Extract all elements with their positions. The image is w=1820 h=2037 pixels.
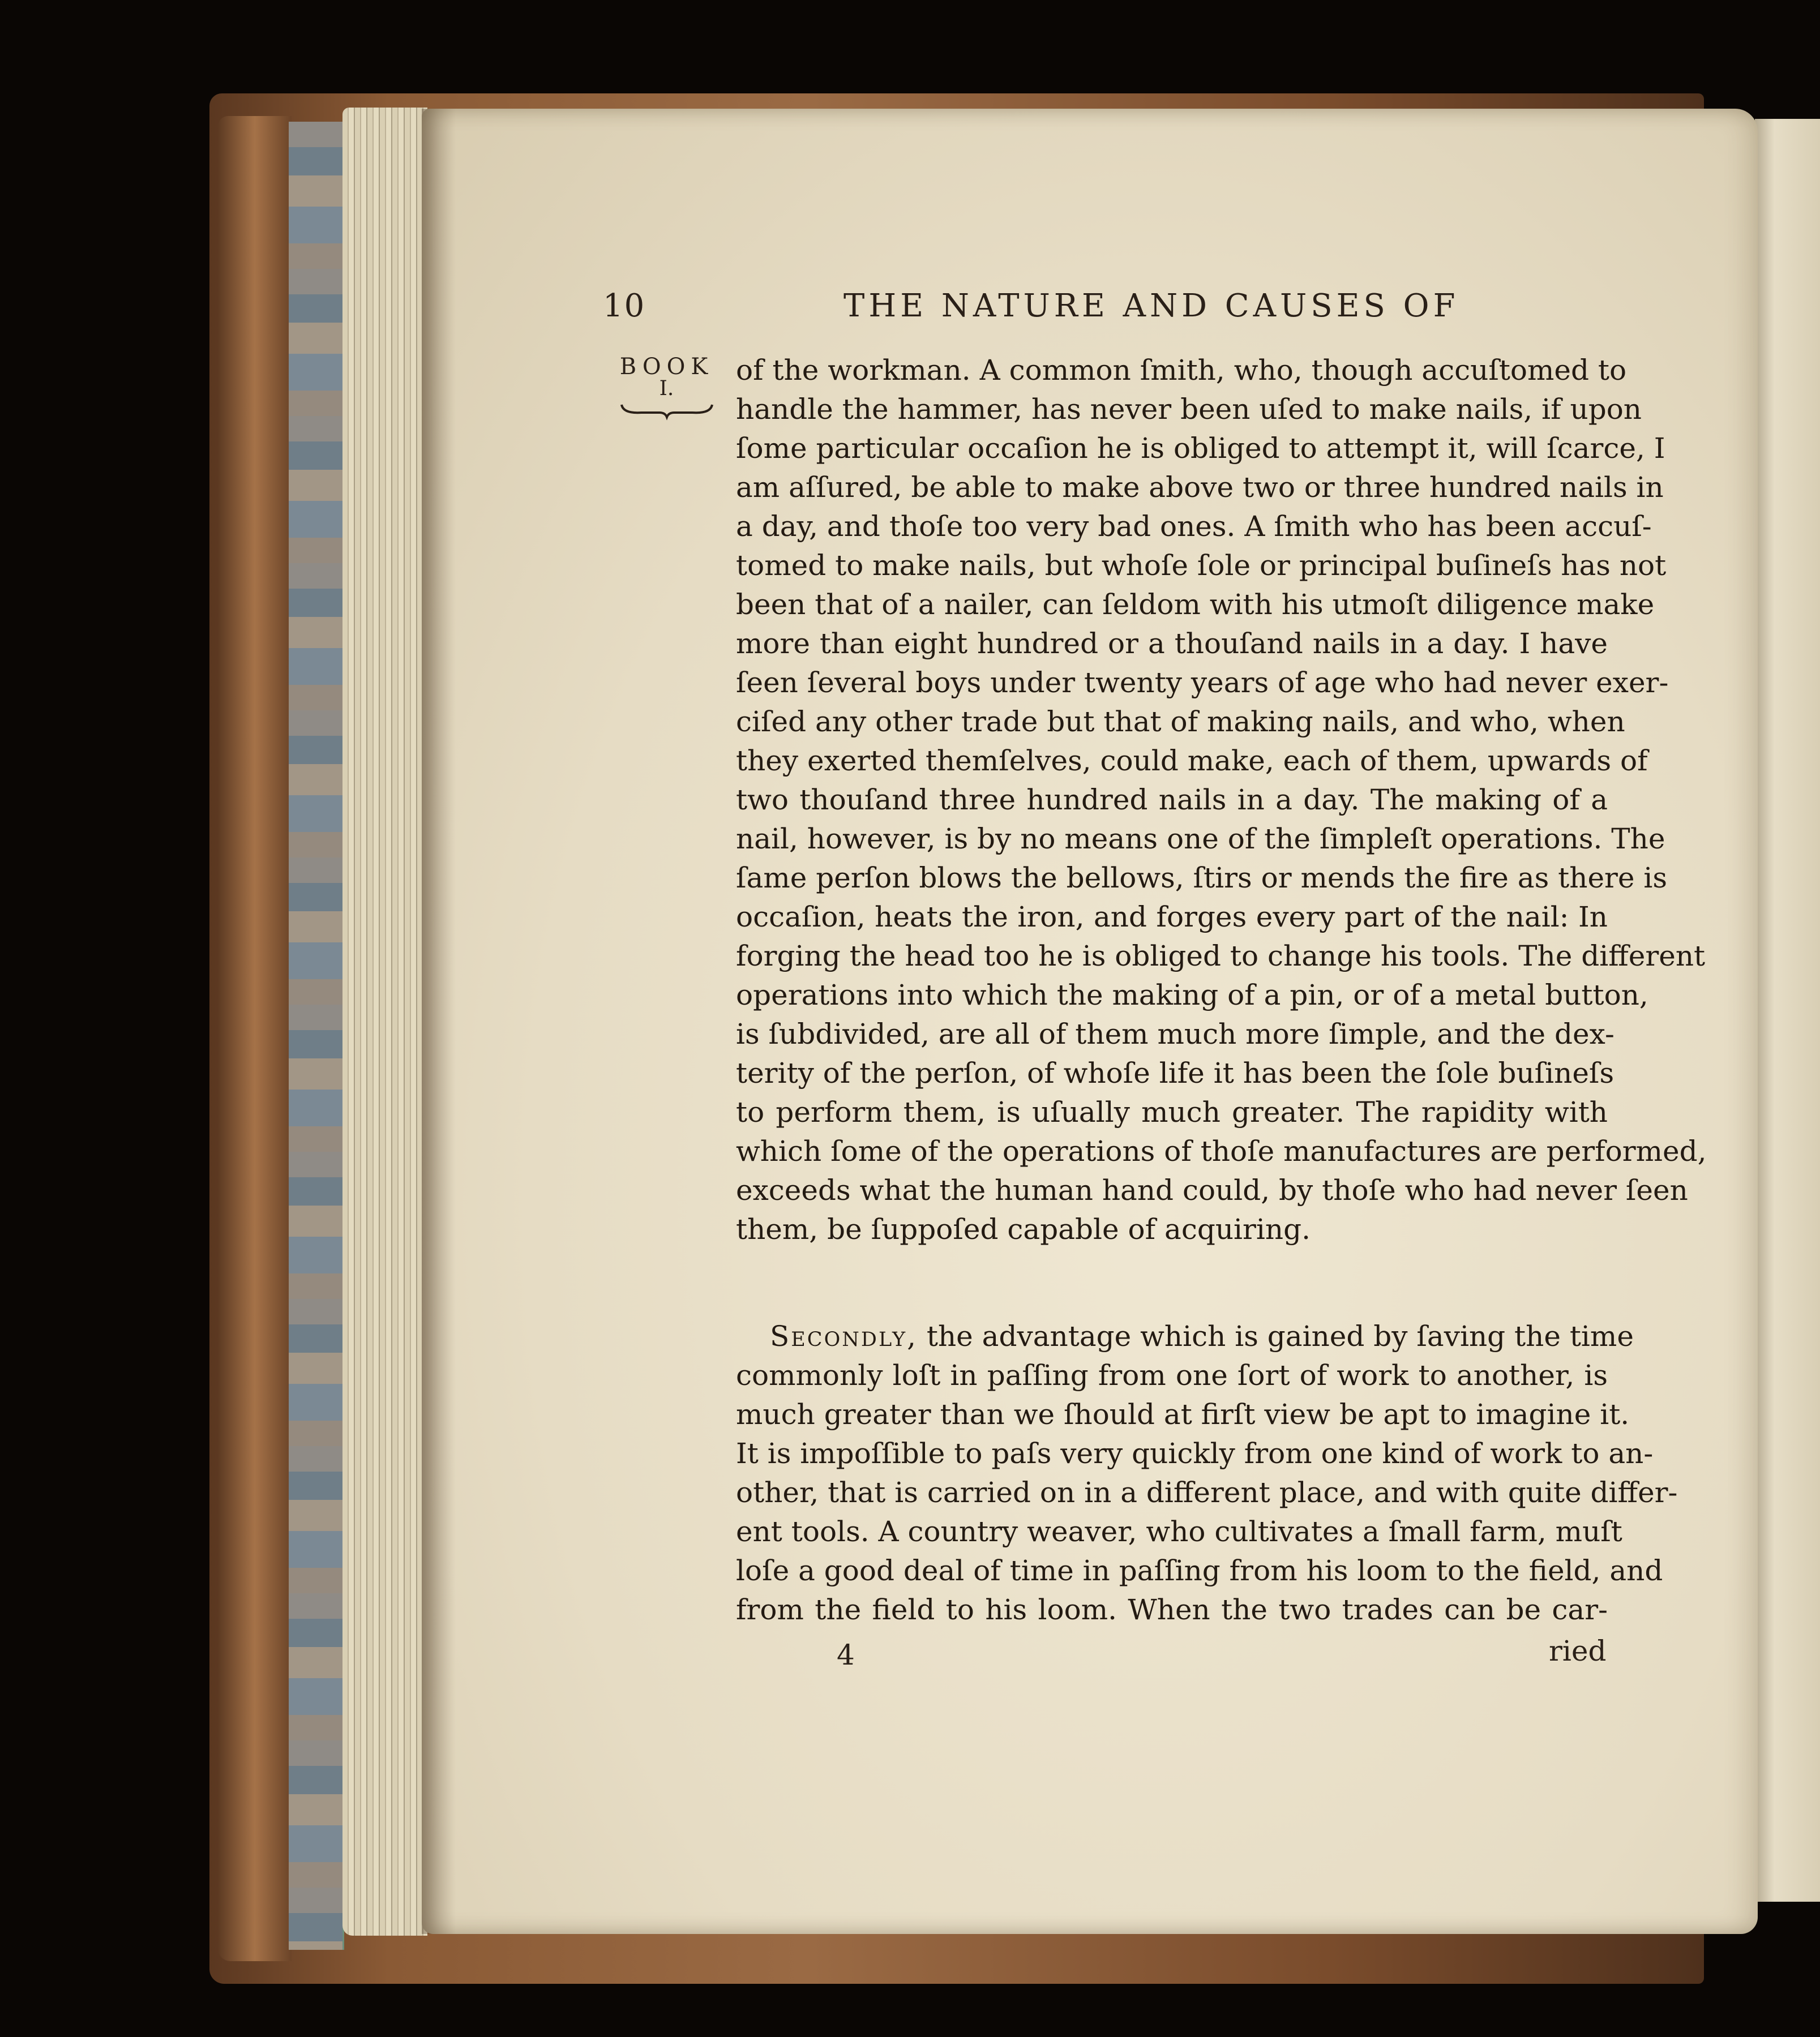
text-line: nail, however, is by no means one of the ſimpleſt operations. The	[736, 822, 1665, 855]
text-line: other, that is carried on in a different place, and with quite differ-	[736, 1476, 1678, 1509]
text-line: terity of the perſon, of whoſe life it has been the ſole buſineſs	[736, 1057, 1615, 1090]
text-line: ſome particular occaſion he is obliged to attempt it, will ſcarce, I	[736, 432, 1665, 465]
text-line: two thouſand three hundred nails in a day. The making of a	[736, 783, 1608, 816]
margin-note-book: BOOK	[619, 354, 714, 380]
body-text	[736, 351, 1707, 1629]
paragraph-1	[736, 351, 1707, 1249]
text-line: tomed to make nails, but whoſe ſole or principal buſineſs has not	[736, 549, 1667, 582]
text-line-rest: the advantage which is gained by ſaving the time	[926, 1320, 1634, 1353]
text-line: ciſed any other trade but that of making nails, and who, when	[736, 705, 1625, 738]
text-line: ent tools. A country weaver, who cultivates a ſmall farm, muſt	[736, 1515, 1622, 1548]
running-title: THE NATURE AND CAUSES OF	[843, 288, 1459, 324]
text-line: ſame perſon blows the bellows, ſtirs or mends the fire as there is	[736, 861, 1668, 894]
paragraph-2-lines	[736, 1356, 1678, 1629]
text-line: is ſubdivided, are all of them much more ſimple, and the dex-	[736, 1018, 1615, 1050]
marbled-endpaper	[289, 122, 344, 1950]
text-line: ſeen ſeveral boys under twenty years of age who had never exer-	[736, 666, 1669, 699]
text-line: am aſſured, be able to make above two or three hundred nails in	[736, 471, 1664, 504]
text-line: It is impoſſible to paſs very quickly from one kind of work to an-	[736, 1437, 1654, 1470]
text-line: occaſion, heats the iron, and forges every part of the nail: In	[736, 900, 1608, 933]
text-line: loſe a good deal of time in paſſing from his loom to the field, and	[736, 1554, 1663, 1587]
text-line: operations into which the making of a pin, or of a metal button,	[736, 979, 1648, 1011]
catchword: ried	[1549, 1635, 1607, 1667]
brace-icon	[619, 398, 715, 421]
paragraph-gap	[736, 1249, 1608, 1317]
text-line: which ſome of the operations of thoſe manufactures are performed,	[736, 1135, 1707, 1168]
text-line: handle the hammer, has never been uſed to make nails, if upon	[736, 393, 1642, 426]
cover-board	[218, 116, 292, 1961]
text-line: to perform them, is uſually much greater. The rapidity with	[736, 1096, 1608, 1129]
margin-note-number: I.	[659, 377, 674, 400]
text-line: been that of a nailer, can ſeldom with his utmoſt diligence make	[736, 588, 1655, 621]
section-lead: Secondly,	[770, 1320, 918, 1353]
text-line: them, be ſuppoſed capable of acquiring.	[736, 1213, 1311, 1246]
text-line: they exerted themſelves, could make, each of them, upwards of	[736, 744, 1648, 777]
page-edges	[342, 108, 427, 1936]
text-line	[736, 1317, 1634, 1356]
margin-note	[614, 354, 719, 421]
text-line: much greater than we ſhould at firſt view be apt to imagine it.	[736, 1398, 1630, 1431]
right-page-edge	[1755, 119, 1820, 1902]
text-line: forging the head too he is obliged to change his tools. The different	[736, 940, 1706, 972]
text-line: a day, and thoſe too very bad ones. A ſmith who has been accuſ-	[736, 510, 1652, 543]
text-line: exceeds what the human hand could, by thoſe who had never ſeen	[736, 1174, 1688, 1207]
text-line: more than eight hundred or a thouſand nails in a day. I have	[736, 627, 1608, 660]
page-number: 10	[603, 288, 646, 324]
text-line: of the workman. A common ſmith, who, though accuſtomed to	[736, 354, 1627, 387]
paragraph-2	[736, 1317, 1678, 1629]
signature-mark: 4	[837, 1639, 855, 1671]
text-line: from the field to his loom. When the two trades can be car-	[736, 1593, 1608, 1626]
text-line: commonly loſt in paſſing from one ſort of work to another, is	[736, 1359, 1608, 1392]
